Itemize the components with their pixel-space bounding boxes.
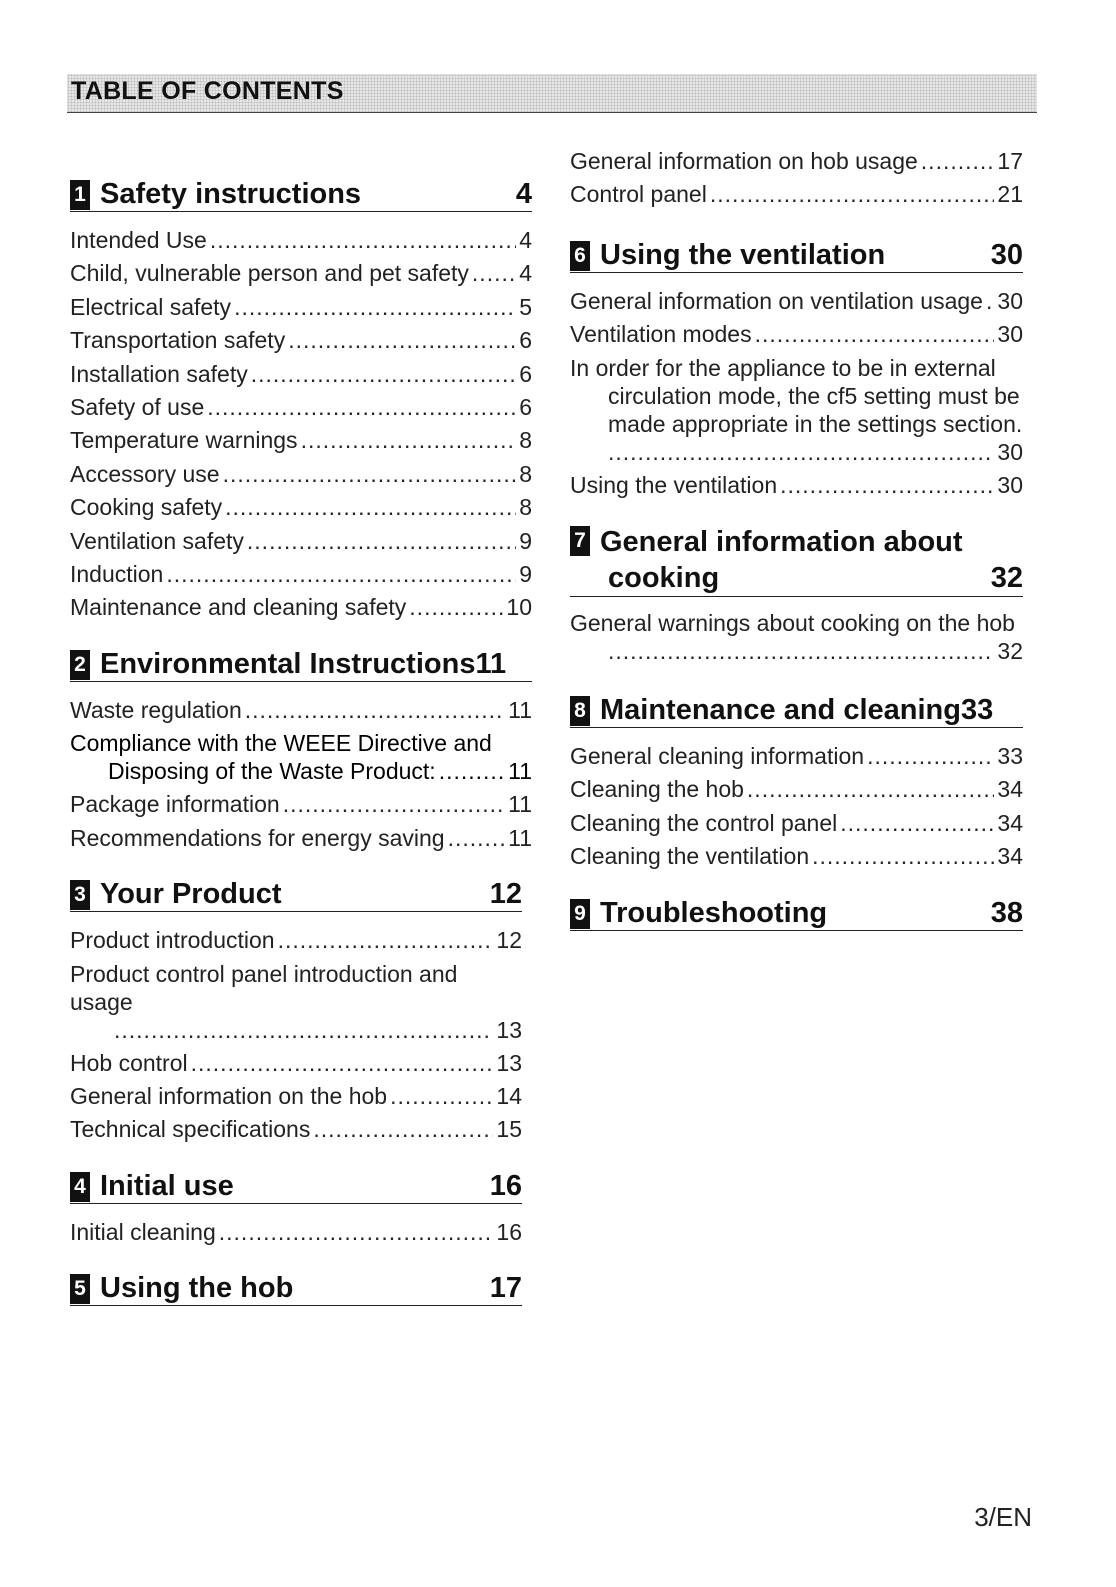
section-page: 17 bbox=[489, 1272, 522, 1305]
section-using-the-ventilation bbox=[570, 238, 1023, 502]
section-environmental-instructions bbox=[70, 647, 532, 855]
toc-entry[interactable] bbox=[70, 729, 532, 785]
entry-title: Initial cleaning bbox=[70, 1218, 216, 1245]
entry-page: 15 bbox=[496, 1116, 522, 1143]
section-page: 33 bbox=[960, 694, 994, 727]
toc-entry[interactable] bbox=[570, 285, 1023, 318]
section-using-the-hob-continued bbox=[570, 145, 1023, 212]
entry-page: 4 bbox=[519, 227, 532, 253]
section-title: Troubleshooting bbox=[600, 896, 828, 929]
entry-page: 30 bbox=[997, 438, 1023, 465]
section-number: 4 bbox=[70, 1172, 90, 1202]
entry-page: 32 bbox=[997, 638, 1023, 665]
section-maintenance-and-cleaning bbox=[570, 693, 1023, 874]
leader-dots bbox=[608, 637, 994, 665]
toc-entry[interactable] bbox=[570, 178, 1023, 211]
leader-dots bbox=[283, 788, 505, 821]
section-number: 6 bbox=[570, 241, 590, 271]
toc-entry[interactable] bbox=[70, 324, 532, 357]
toc-title: TABLE OF CONTENTS bbox=[71, 77, 344, 105]
section-page: 38 bbox=[990, 896, 1023, 929]
leader-dots bbox=[219, 1216, 494, 1249]
entry-page: 30 bbox=[997, 287, 1023, 314]
section-number: 5 bbox=[70, 1274, 90, 1304]
entry-page: 13 bbox=[496, 1016, 522, 1043]
leader-dots bbox=[390, 1080, 493, 1113]
entry-page: 30 bbox=[997, 471, 1023, 498]
leader-dots bbox=[747, 773, 994, 806]
entry-title: Ventilation safety bbox=[70, 527, 244, 554]
toc-entry[interactable] bbox=[70, 491, 532, 524]
entry-page: 11 bbox=[508, 696, 532, 723]
section-title: Your Product bbox=[100, 878, 282, 911]
section-title: Using the hob bbox=[100, 1272, 294, 1305]
section-page: 30 bbox=[990, 238, 1023, 271]
section-page: 4 bbox=[515, 178, 532, 210]
entry-title: General warnings about cooking on the hob bbox=[570, 610, 1015, 637]
leader-dots bbox=[207, 391, 516, 424]
entry-page: 10 bbox=[506, 594, 532, 621]
leader-dots bbox=[278, 924, 494, 957]
entry-page: 8 bbox=[519, 494, 532, 521]
entry-title: Recommendations for energy saving bbox=[70, 824, 445, 851]
entry-title: Product introduction bbox=[70, 927, 275, 954]
section-heading[interactable] bbox=[70, 647, 532, 682]
leader-dots bbox=[166, 558, 516, 591]
leader-dots bbox=[223, 458, 517, 491]
section-using-the-hob bbox=[70, 1271, 532, 1306]
entry-page: 6 bbox=[519, 327, 532, 354]
toc-right-column bbox=[570, 145, 1023, 953]
entry-page: 6 bbox=[519, 394, 532, 421]
entry-title: Cooking safety bbox=[70, 494, 223, 521]
entry-page: 14 bbox=[496, 1082, 522, 1109]
section-safety-instructions bbox=[70, 177, 532, 625]
entry-title: General cleaning information bbox=[570, 743, 865, 770]
toc-entry[interactable] bbox=[570, 609, 1023, 665]
toc-entry[interactable] bbox=[70, 924, 522, 957]
section-heading[interactable] bbox=[570, 524, 1023, 597]
leader-dots bbox=[780, 469, 994, 502]
leader-dots bbox=[710, 178, 995, 211]
section-your-product bbox=[70, 877, 532, 1147]
toc-entry[interactable] bbox=[70, 1216, 522, 1249]
toc-entry[interactable] bbox=[70, 558, 532, 591]
toc-entry[interactable] bbox=[70, 1080, 522, 1113]
entry-title: Using the ventilation bbox=[570, 471, 778, 498]
section-title: Safety instructions bbox=[100, 178, 362, 210]
leader-dots bbox=[448, 822, 506, 855]
toc-entry[interactable] bbox=[70, 458, 532, 491]
entry-page: 11 bbox=[508, 824, 532, 851]
section-title: Environmental Instructions bbox=[100, 647, 476, 680]
entry-title: Transportation safety bbox=[70, 327, 286, 354]
toc-entry[interactable] bbox=[70, 525, 532, 558]
entry-page: 6 bbox=[519, 360, 532, 387]
leader-dots bbox=[247, 525, 516, 558]
section-page: 32 bbox=[990, 562, 1023, 595]
section-heading[interactable] bbox=[570, 896, 1023, 931]
entry-title: Cleaning the control panel bbox=[570, 809, 838, 836]
section-heading[interactable] bbox=[570, 238, 1023, 273]
section-general-information-about-cooking bbox=[570, 524, 1023, 665]
entry-title: General information on the hob bbox=[70, 1082, 388, 1109]
entry-page: 17 bbox=[997, 148, 1023, 174]
toc-entry[interactable] bbox=[570, 840, 1023, 873]
entry-page: 34 bbox=[997, 776, 1023, 803]
leader-dots bbox=[313, 1113, 493, 1146]
section-title-line1: General information about bbox=[600, 526, 963, 559]
section-initial-use bbox=[70, 1169, 532, 1249]
toc-entry[interactable] bbox=[70, 694, 532, 727]
entry-title: Product control panel introduction and usage bbox=[70, 960, 458, 1015]
leader-dots bbox=[755, 318, 995, 351]
entry-title-line1: Compliance with the WEEE Directive and bbox=[70, 730, 492, 757]
section-heading[interactable] bbox=[70, 1271, 522, 1306]
section-page: 16 bbox=[489, 1169, 522, 1202]
leader-dots bbox=[245, 694, 505, 727]
toc-entry[interactable] bbox=[70, 822, 532, 855]
entry-title-line1: In order for the appliance to be in external bbox=[570, 354, 996, 381]
entry-title-line2: Disposing of the Waste Product: bbox=[108, 758, 436, 785]
entry-page: 11 bbox=[508, 758, 532, 785]
section-heading[interactable] bbox=[70, 877, 522, 912]
toc-entry[interactable] bbox=[70, 1047, 522, 1080]
entry-page: 8 bbox=[519, 427, 532, 454]
entry-title: Cleaning the ventilation bbox=[570, 843, 810, 870]
toc-entry[interactable] bbox=[570, 807, 1023, 840]
toc-entry[interactable] bbox=[70, 391, 532, 424]
section-number: 2 bbox=[70, 650, 90, 680]
entry-title: Package information bbox=[70, 791, 280, 818]
section-title: Initial use bbox=[100, 1169, 234, 1202]
entry-title: Electrical safety bbox=[70, 293, 232, 320]
leader-dots bbox=[867, 740, 994, 773]
page-number-footer: 3/EN bbox=[974, 1502, 1032, 1532]
entry-title: Waste regulation bbox=[70, 696, 242, 723]
entry-title: General information on hob usage bbox=[570, 148, 918, 174]
section-title: Maintenance and cleaning bbox=[600, 694, 961, 727]
entry-title: Control panel bbox=[570, 181, 707, 208]
entry-title: Ventilation modes bbox=[570, 321, 752, 348]
leader-dots bbox=[812, 840, 994, 873]
entry-title-line2: circulation mode, the cf5 setting must be bbox=[608, 382, 1020, 409]
leader-dots bbox=[409, 591, 503, 624]
toc-entry[interactable] bbox=[570, 773, 1023, 806]
entry-title: Cleaning the hob bbox=[570, 776, 744, 803]
entry-title-line3: made appropriate in the settings section. bbox=[608, 410, 1023, 437]
entry-page: 13 bbox=[496, 1049, 522, 1076]
entry-page: 33 bbox=[997, 743, 1023, 770]
section-page: 12 bbox=[489, 878, 522, 911]
entry-page: 4 bbox=[519, 260, 532, 287]
entry-page: 11 bbox=[508, 791, 532, 818]
entry-title: Hob control bbox=[70, 1049, 188, 1076]
leader-dots bbox=[251, 358, 516, 391]
entry-page: 8 bbox=[519, 460, 532, 487]
toc-header-bar bbox=[67, 74, 1037, 113]
section-number: 1 bbox=[70, 180, 90, 210]
entry-page: 16 bbox=[496, 1218, 522, 1245]
leader-dots bbox=[840, 807, 994, 840]
section-title: Using the ventilation bbox=[600, 238, 886, 271]
entry-title: Maintenance and cleaning safety bbox=[70, 594, 407, 621]
toc-entry[interactable] bbox=[570, 354, 1023, 466]
leader-dots bbox=[472, 257, 516, 290]
entry-title: Accessory use bbox=[70, 460, 220, 487]
toc-entry[interactable] bbox=[70, 224, 532, 257]
leader-dots bbox=[608, 438, 994, 466]
toc-entry[interactable] bbox=[570, 740, 1023, 773]
leader-dots bbox=[986, 285, 994, 318]
entry-page: 5 bbox=[519, 293, 532, 320]
entry-page: 21 bbox=[997, 181, 1023, 208]
toc-entry[interactable] bbox=[70, 424, 532, 457]
entry-page: 9 bbox=[519, 527, 532, 554]
entry-title: Temperature warnings bbox=[70, 427, 298, 454]
section-number: 3 bbox=[70, 880, 90, 910]
entry-title: General information on ventilation usage bbox=[570, 287, 983, 314]
toc-entry[interactable] bbox=[70, 788, 532, 821]
section-title bbox=[600, 524, 1023, 597]
section-heading[interactable] bbox=[570, 693, 1023, 728]
toc-entry[interactable] bbox=[570, 318, 1023, 351]
section-number: 9 bbox=[570, 899, 590, 929]
section-number: 7 bbox=[570, 526, 590, 556]
toc-entry[interactable] bbox=[70, 591, 532, 624]
leader-dots bbox=[114, 1016, 493, 1044]
section-troubleshooting bbox=[570, 896, 1023, 931]
entry-page: 34 bbox=[997, 843, 1023, 870]
toc-entry[interactable] bbox=[70, 257, 532, 290]
section-heading[interactable] bbox=[70, 1169, 522, 1204]
entry-page: 34 bbox=[997, 809, 1023, 836]
entry-title: Technical specifications bbox=[70, 1116, 311, 1143]
toc-entry[interactable] bbox=[70, 291, 532, 324]
section-number: 8 bbox=[570, 696, 590, 726]
toc-entry[interactable] bbox=[70, 960, 522, 1044]
entry-title: Child, vulnerable person and pet safety bbox=[70, 260, 469, 287]
entry-page: 30 bbox=[997, 321, 1023, 348]
section-heading[interactable] bbox=[70, 177, 532, 212]
entry-page: 9 bbox=[519, 561, 532, 588]
leader-dots bbox=[439, 757, 505, 785]
toc-entry[interactable] bbox=[70, 358, 532, 391]
section-page: 11 bbox=[475, 647, 507, 680]
leader-dots bbox=[301, 424, 517, 457]
section-title-line2: cooking bbox=[608, 562, 720, 595]
toc-entry[interactable] bbox=[570, 145, 1023, 178]
toc-left-column bbox=[70, 145, 532, 1328]
leader-dots bbox=[210, 224, 516, 257]
toc-entry[interactable] bbox=[570, 469, 1023, 502]
leader-dots bbox=[234, 291, 516, 324]
entry-title: Safety of use bbox=[70, 394, 205, 421]
leader-dots bbox=[288, 324, 516, 357]
entry-title: Induction bbox=[70, 561, 164, 588]
leader-dots bbox=[225, 491, 516, 524]
leader-dots bbox=[191, 1047, 494, 1080]
entry-title: Installation safety bbox=[70, 360, 248, 387]
toc-entry[interactable] bbox=[70, 1113, 522, 1146]
entry-title: Intended Use bbox=[70, 227, 207, 253]
entry-page: 12 bbox=[496, 927, 522, 954]
leader-dots bbox=[921, 145, 995, 178]
